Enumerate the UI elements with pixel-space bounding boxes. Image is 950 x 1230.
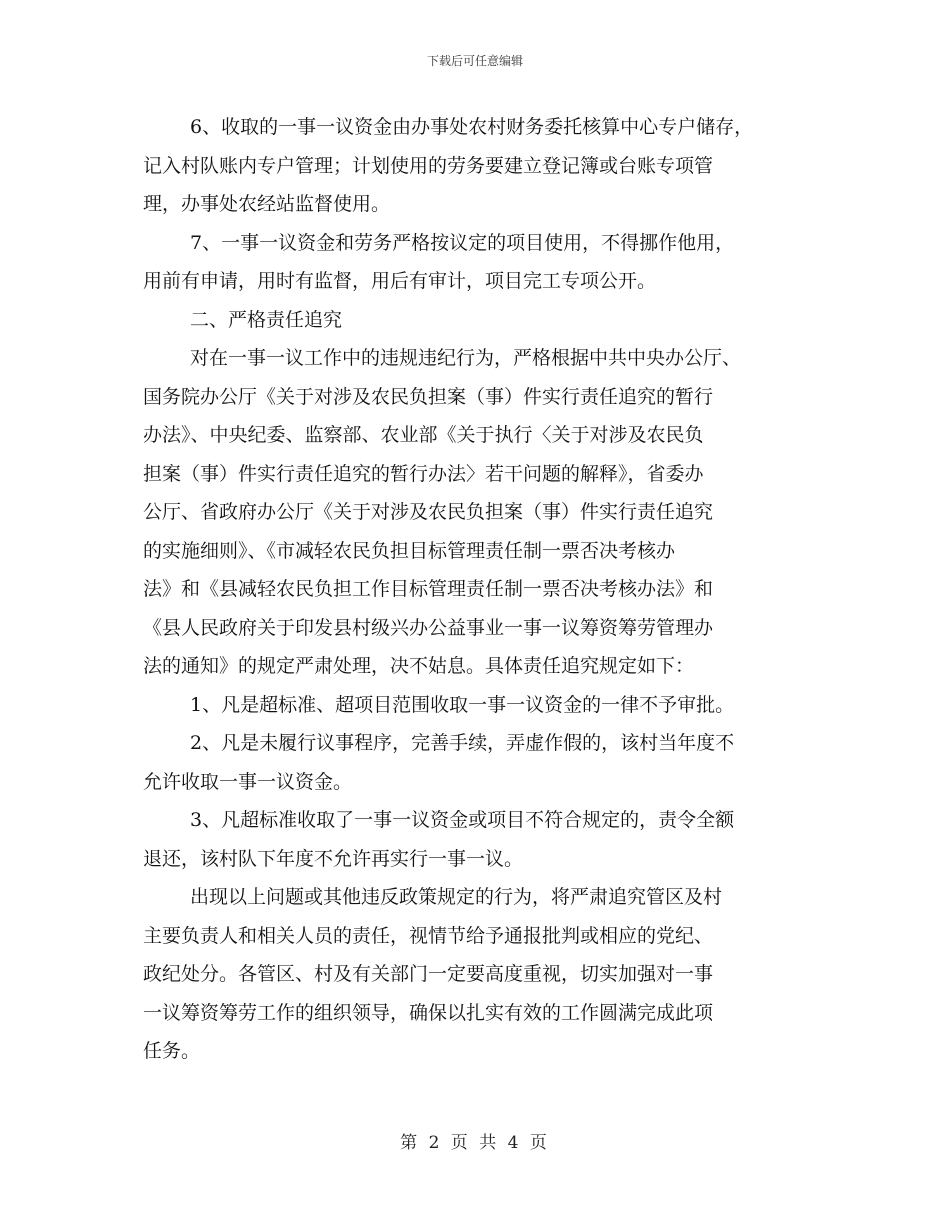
text-line: 记入村队账内专户管理；计划使用的劳务要建立登记簿或台账专项管 xyxy=(143,154,714,177)
text-line: 理，办事处农经站监督使用。 xyxy=(143,193,391,215)
text-line: 担案（事）件实行责任追究的暂行办法〉若干问题的解释》，省委办 xyxy=(143,462,704,485)
text-line: 1、凡是超标准、超项目范围收取一事一议资金的一律不予审批。 xyxy=(190,693,735,716)
text-line: 3、凡超标准收取了一事一议资金或项目不符合规定的，责令全额 xyxy=(190,809,735,831)
text-line: 法》和《县减轻农民负担工作目标管理责任制一票否决考核办法》和 xyxy=(143,578,714,600)
text-line: 7、一事一议资金和劳务严格按议定的项目使用，不得挪作他用， xyxy=(190,231,735,254)
text-line: 主要负责人和相关人员的责任，视情节给予通报批判或相应的党纪、 xyxy=(143,924,714,947)
text-line: 《县人民政府关于印发县村级兴办公益事业一事一议筹资筹劳管理办 xyxy=(143,616,714,639)
text-line: 2、凡是未履行议事程序，完善手续，弄虚作假的，该村当年度不 xyxy=(190,732,735,754)
page-footer: 第 2 页 共 4 页 xyxy=(400,1133,550,1153)
text-line: 国务院办公厅《关于对涉及农民负担案（事）件实行责任追究的暂行 xyxy=(143,385,714,408)
text-line: 二、严格责任追究 xyxy=(190,308,343,331)
text-line: 政纪处分。各管区、村及有关部门一定要高度重视，切实加强对一事 xyxy=(143,963,714,985)
text-line: 用前有申请，用时有监督，用后有审计，项目完工专项公开。 xyxy=(143,270,657,292)
text-line: 退还，该村队下年度不允许再实行一事一议。 xyxy=(143,847,524,870)
page-header: 下载后可任意编辑 xyxy=(426,54,523,68)
text-line: 6、收取的一事一议资金由办事处农村财务委托核算中心专户储存， xyxy=(190,116,754,138)
text-line: 办法》、中央纪委、监察部、农业部《关于执行〈关于对涉及农民负 xyxy=(143,424,704,446)
text-line: 任务。 xyxy=(143,1040,201,1062)
text-line: 一议筹资筹劳工作的组织领导，确保以扎实有效的工作圆满完成此项 xyxy=(143,1001,714,1024)
text-line: 的实施细则》、《市减轻农民负担目标管理责任制一票否决考核办 xyxy=(143,539,676,562)
text-line: 对在一事一议工作中的违规违纪行为，严格根据中共中央办公厅、 xyxy=(190,347,742,369)
text-line: 法的通知》的规定严肃处理，决不姑息。具体责任追究规定如下： xyxy=(143,655,695,677)
text-line: 允许收取一事一议资金。 xyxy=(143,770,353,793)
text-line: 公厅、省政府办公厅《关于对涉及农民负担案（事）件实行责任追究 xyxy=(143,501,714,523)
text-line: 出现以上问题或其他违反政策规定的行为，将严肃追究管区及村 xyxy=(190,886,723,908)
document-body xyxy=(143,108,815,1071)
